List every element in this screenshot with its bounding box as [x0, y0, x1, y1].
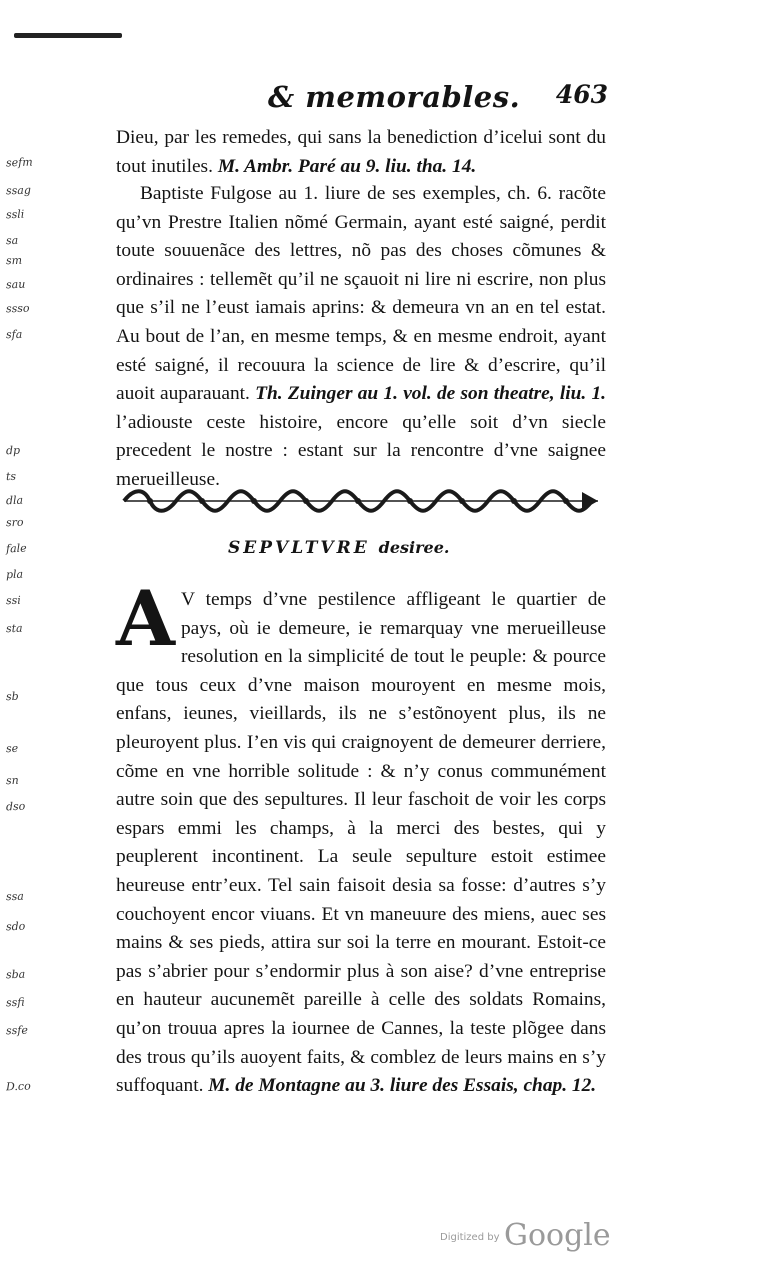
digitized-watermark [440, 1218, 611, 1258]
paragraph-text: Dieu, par les remedes, qui sans la benediction d’icelui sont du tout inutiles. [116, 127, 606, 177]
margin-note: pla [5, 567, 24, 582]
margin-note: sau [5, 277, 26, 292]
citation: Th. Zuinger au 1. vol. de son theatre, liu. 1. [255, 383, 606, 405]
paragraph-text: Baptiste Fulgose au 1. liure de ses exemples, ch. 6. racõte qu’vn Prestre Italien nõmé Germain, ayant esté saigné, perdit toute souuenãce des lettres, nõ pas des choses cõmunes & ordinaires : tellemẽt qu’il ne sçauoit ni lire ni escrire, non plus que s’il ne l’eust iamais aprins: & demeura vn an en tel estat. Au bout de l’an, en mesme temps, & en mesme endroit, ayant esté saigné, il recouura la science de lire & d’escrire, qu’il auoit auparauant. [116, 183, 606, 405]
margin-note: ssfi [5, 995, 25, 1010]
margin-note: dso [5, 799, 26, 814]
margin-note: se [5, 741, 19, 756]
margin-note: ssfe [5, 1023, 29, 1038]
drop-cap: A [116, 574, 175, 663]
section-title-main: SEPVLTVRE [228, 538, 370, 558]
margin-note: sefm [5, 155, 33, 170]
citation: M. Ambr. Paré au 9. liu. tha. 14. [217, 155, 477, 177]
paragraph-sepulture [116, 574, 606, 1101]
running-title: & memorables. [268, 80, 521, 114]
margin-note: sfa [5, 327, 23, 342]
margin-note: ssa [5, 889, 25, 904]
margin-note: sta [5, 621, 23, 636]
paragraph-fulgose [116, 180, 606, 495]
margin-note: ssag [5, 183, 32, 198]
citation: M. de Montagne au 3. liure des Essais, chap. 12. [208, 1075, 597, 1097]
google-logo: Google [504, 1218, 611, 1253]
margin-note: ssli [5, 207, 25, 222]
margin-note: ssso [5, 301, 30, 316]
page-number: 463 [555, 80, 608, 109]
paragraph-text: V temps d’vne pestilence affligeant le quartier de pays, où ie demeure, ie remarquay vne merueilleuse resolution en la simplicité de tout le peuple: & pource que tous ceux d’vne maison mouroyent en mesme mois, enfans, ieunes, vieillards, ils ne s’estõnoyent plus, ils ne pleuroyent plus. I’en vis qui craignoyent de demeurer derriere, cõme en vne horrible solitude : & n’y conus communément autre soin que des sepultures. Il leur faschoit de voir les corps espars emmi les champs, à la merci des bestes, qui y peuplerent incontinent. La seule sepulture estoit estimee heureuse entr’eux. Tel sain faisoit desia sa fosse: d’autres s’y couchoyent encor viuans. Et vn maneuure des miens, auec ses mains & ses pieds, attira sur soi la terre en mourant. Estoit-ce pas s’abrier pour s’endormir plus à son aise? d’vne entreprise en hauteur aucunemẽt pareille à celle des soldats Romains, qu’on trouua apres la iournee de Cannes, la teste plõgee dans des trous qu’ils auoyent faits, & comblez de leurs mains en s’y suffoquant. [116, 589, 606, 1097]
running-head [268, 80, 608, 124]
watermark-text: Digitized by [440, 1232, 500, 1243]
paragraph-continued [116, 124, 606, 181]
margin-note: ts [5, 469, 17, 484]
margin-note: sro [5, 515, 24, 530]
margin-note: dla [5, 493, 24, 508]
margin-notes [0, 150, 40, 1110]
margin-note: sb [5, 689, 19, 704]
margin-note: ssi [5, 593, 22, 608]
margin-note: sba [5, 967, 26, 982]
section-title [228, 538, 528, 558]
margin-note: dp [5, 443, 21, 458]
margin-note: sdo [5, 919, 26, 934]
paragraph-text: l’adiouste ceste histoire, encore qu’elle soit d’vn siecle precedent le nostre : estant sur la rencontre d’vne saignee merueilleuse. [116, 411, 606, 490]
margin-note: sa [5, 233, 19, 248]
section-title-sub: desiree. [378, 538, 450, 557]
margin-note: sm [5, 253, 23, 268]
margin-note: fale [5, 541, 27, 556]
ornament-band-icon [120, 484, 602, 518]
top-edge-mark [14, 33, 122, 38]
margin-note: D.co [5, 1079, 31, 1094]
margin-note: sn [5, 773, 19, 788]
